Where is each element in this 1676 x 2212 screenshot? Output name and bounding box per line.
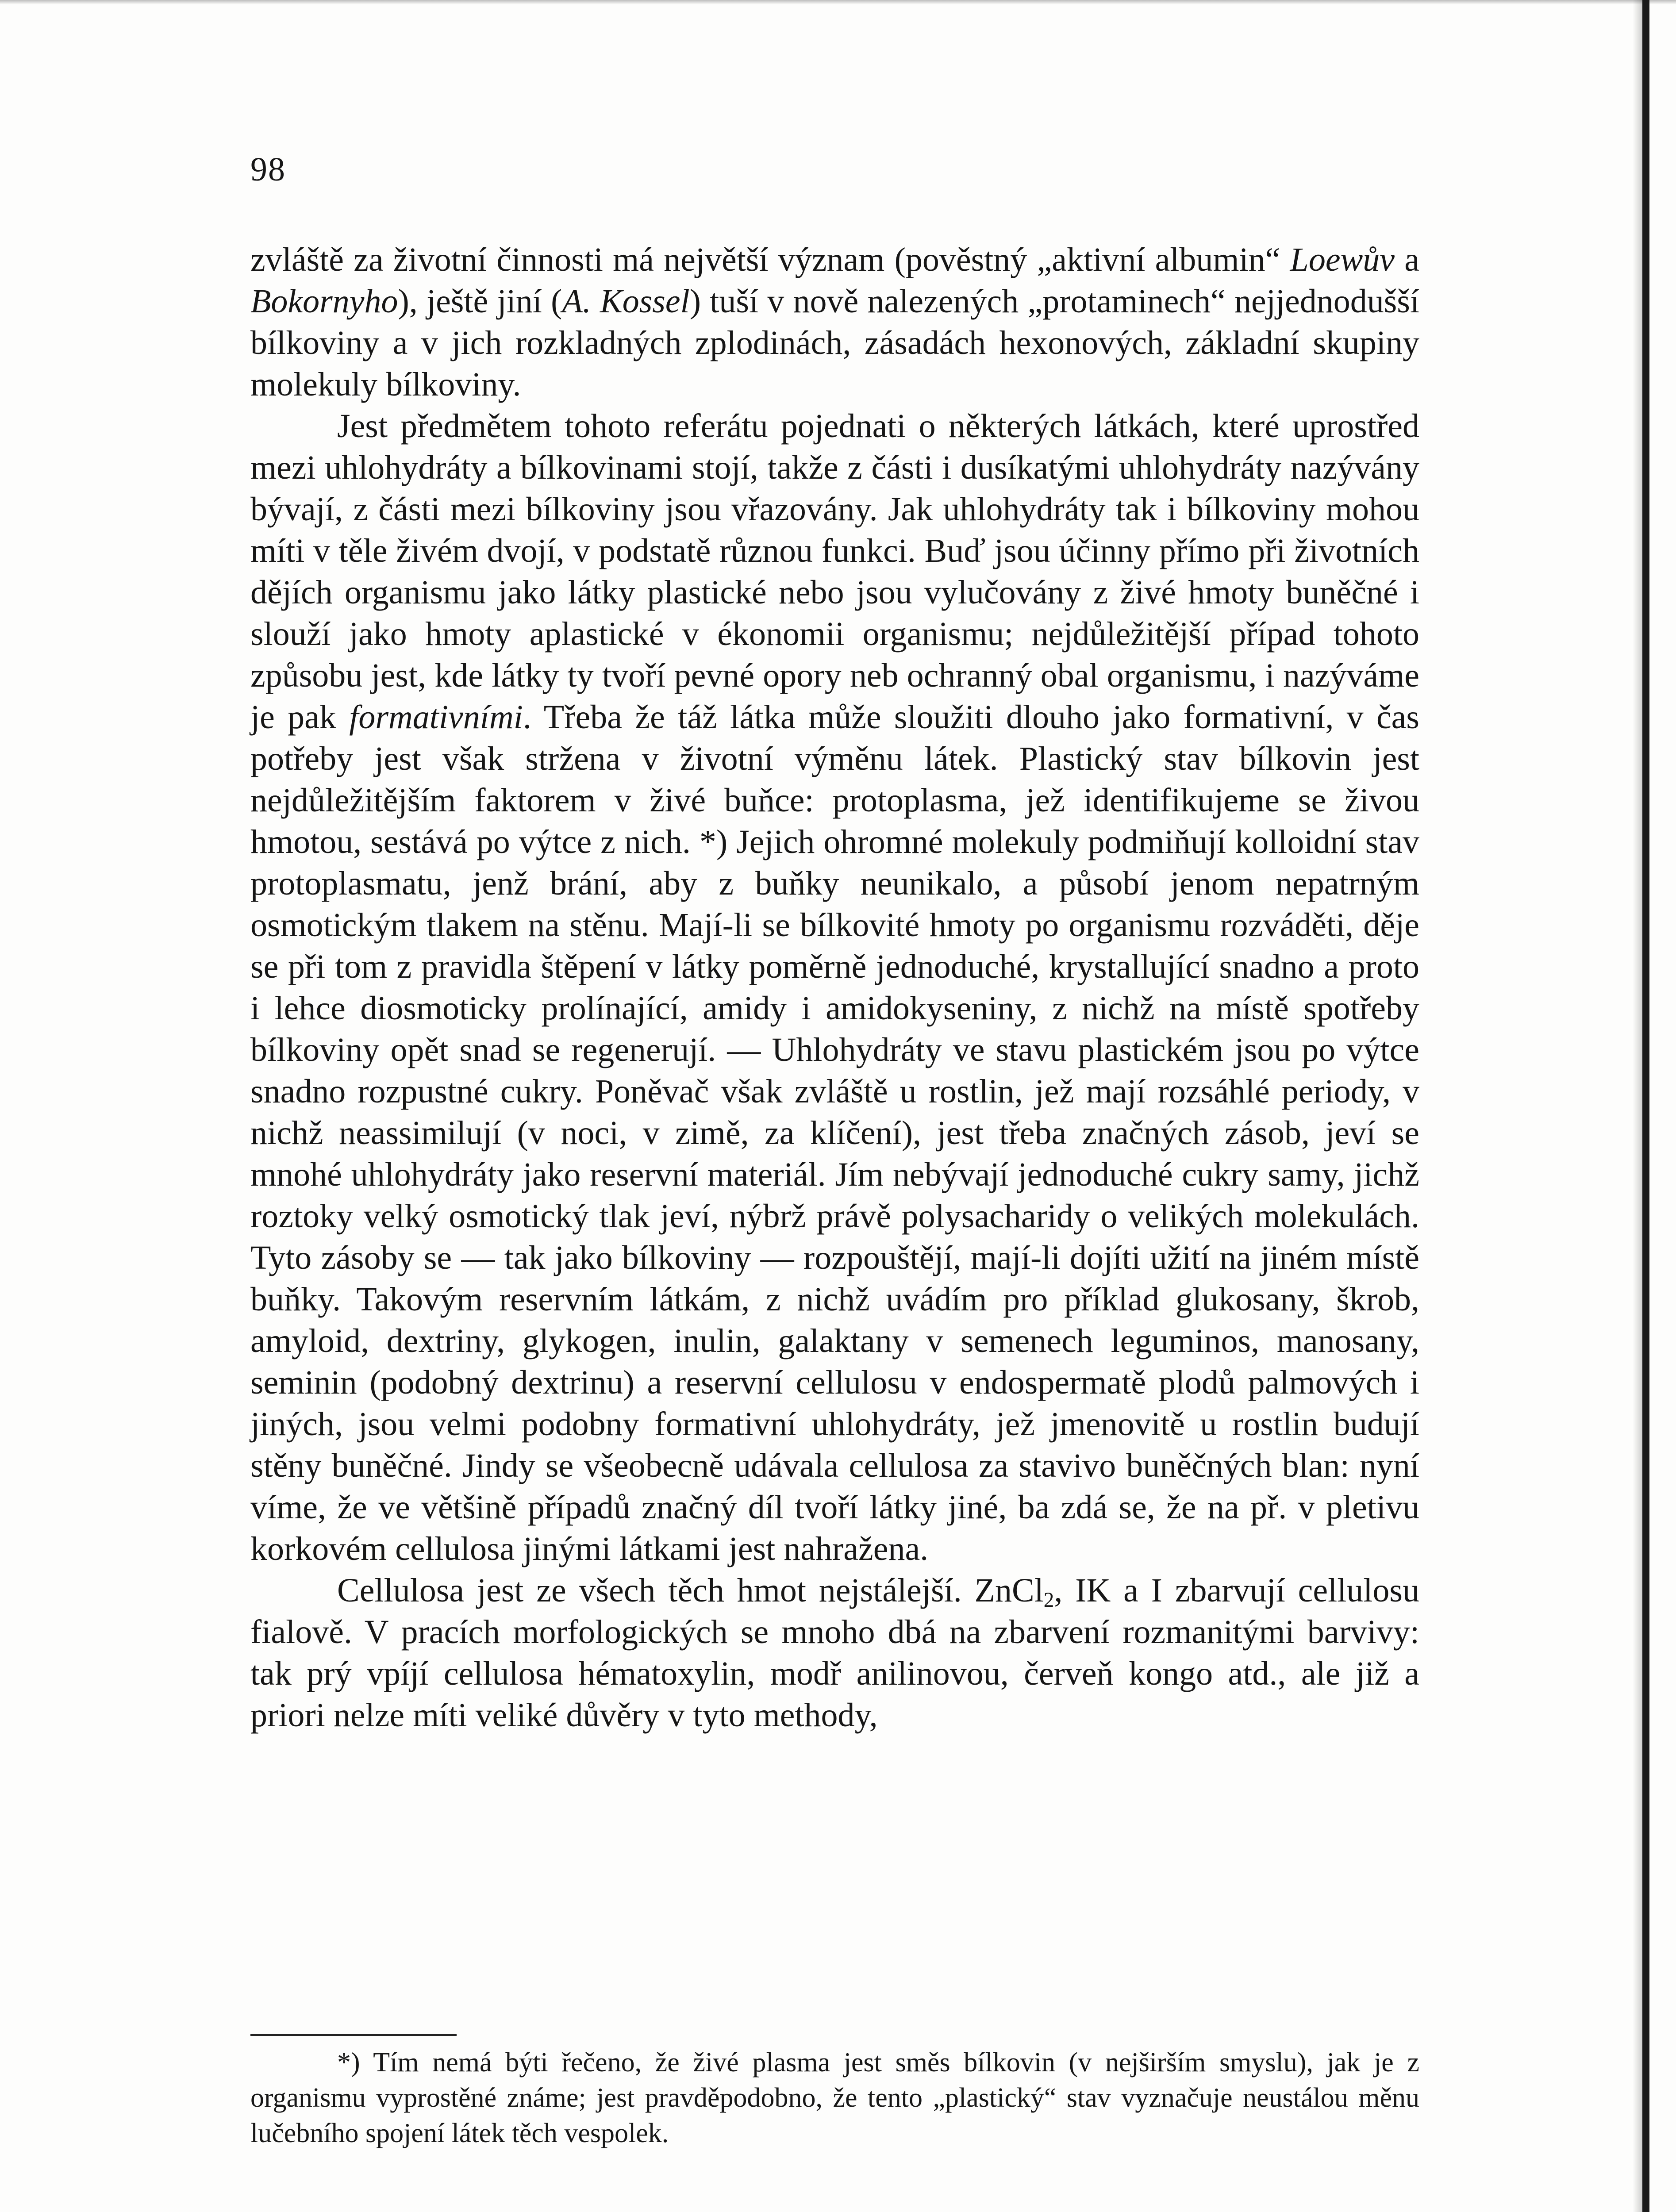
body-text [250,239,1419,1736]
footnote-rule [250,2034,457,2036]
paragraph-1: zvláště za životní činnosti má největší význam (pověstný „aktivní albumin“ Loewův a Bokornyho), ještě jiní (A. Kossel) tuší v nově nalezených „protaminech“ nejjednodušší bílkoviny a v jich rozkladných zplodinách, zásadách hexonových, základní skupiny molekuly bílkoviny. [250,241,1420,403]
footnote: *) Tím nemá býti řečeno, že živé plasma jest směs bílkovin (v nejširším smyslu), jak je z organismu vyprostěné známe; jest pravděpodobno, že tento „plastický“ stav vyznačuje neustálou měnu lučebního spojení látek těch vespolek. [250,2047,1419,2148]
page-top-shadow [0,0,1676,4]
page-right-shadow [1633,0,1642,2212]
paragraph-3: Cellulosa jest ze všech těch hmot nejstálejší. ZnCl$_2$, IK a I zbarvují cellulosu fialově. V pracích morfologických se mnoho dbá na zbarvení rozmanitými barvivy: tak prý vpíjí cellulosa hématoxylin, modř anilinovou, červeň kongo atd., ale již a priori nelze míti veliké důvěry v tyto methody, [250,1572,1420,1734]
page-number: 98 [250,151,286,188]
subscript: 2 [1043,1588,1054,1612]
italic-name: A. Kossel [562,283,690,320]
page-binding-edge [1642,0,1649,2212]
italic-name: formativními [349,699,523,736]
paragraph-2: Jest předmětem tohoto referátu pojednati o některých látkách, které uprostřed mezi uhlohydráty a bílkovinami stojí, takže z části i dusíkatými uhlohydráty nazývány bývají, z části mezi bílkoviny jsou vřazovány. Jak uhlohydráty tak i bílkoviny mohou míti v těle živém dvojí, v podstatě různou funkci. Buď jsou účinny přímo při životních dějích organismu jako látky plastické nebo jsou vylučovány z živé hmoty buněčné i slouží jako hmoty aplastické v ékonomii organismu; nejdůležitější případ tohoto způsobu jest, kde látky ty tvoří pevné opory neb ochranný obal organismu, i nazýváme je pak formativními. Třeba že táž látka může sloužiti dlouho jako formativní, v čas potřeby jest však stržena v životní výměnu látek. Plastický stav bílkovin jest nejdůležitějším faktorem v živé buňce: protoplasma, jež identifikujeme se živou hmotou, sestává po výtce z nich. *) Jejich ohromné molekuly podmiňují kolloidní stav protoplasmatu, jenž brání, aby z buňky neunikalo, a působí jenom nepatrným osmotickým tlakem na stěnu. Mají-li se bílkovité hmoty po organismu rozváděti, děje se při tom z pravidla štěpení v látky poměrně jednoduché, krystallující snadno a proto i lehce diosmoticky prolínající, amidy i amidokyseniny, z nichž na místě spotřeby bílkoviny opět snad se regenerují. — Uhlohydráty ve stavu plastickém jsou po výtce snadno rozpustné cukry. Poněvač však zvláště u rostlin, jež mají rozsáhlé periody, v nichž neassimilují (v noci, v zimě, za klíčení), jest třeba značných zásob, jeví se mnohé uhlohydráty jako reservní materiál. Jím nebývají jednoduché cukry samy, jichž roztoky velký osmotický tlak jeví, nýbrž právě polysacharidy o velikých molekulách. Tyto zásoby se — tak jako bílkoviny — rozpouštějí, mají-li dojíti užití na jiném místě buňky. Takovým reservním látkám, z nichž uvádím pro příklad glukosany, škrob, amyloid, dextriny, glykogen, inulin, galaktany v semenech leguminos, manosany, seminin (podobný dextrinu) a reservní cellulosu v endospermatě plodů palmových i jiných, jsou velmi podobny formativní uhlohydráty, jež jmenovitě u rostlin budují stěny buněčné. Jindy se všeobecně udávala cellulosa za stavivo buněčných blan: nyní víme, že ve většině případů značný díl tvoří látky jiné, ba zdá se, že na př. v pletivu korkovém cellulosa jinými látkami jest nahražena. [250,407,1419,1567]
italic-name: Loewův [1290,241,1395,278]
italic-name: Bokornyho [250,283,398,320]
